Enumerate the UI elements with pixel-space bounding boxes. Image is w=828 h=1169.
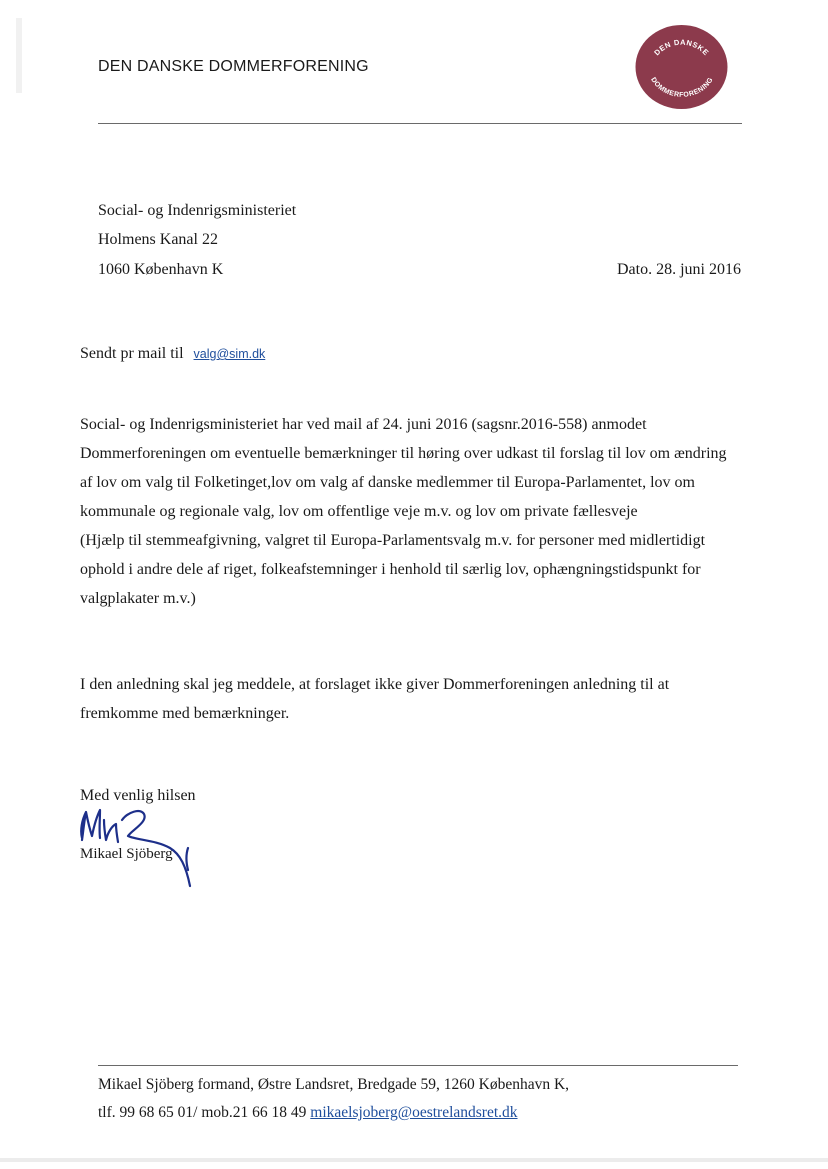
recipient-city: 1060 København K — [98, 261, 224, 278]
svg-text:DEN DANSKE: DEN DANSKE — [652, 37, 711, 58]
footer-divider — [98, 1065, 738, 1066]
paragraph-line: ophold i andre dele af riget, folkeafstemninger i henhold til særlig lov, ophængningstidspunkt for — [80, 561, 701, 578]
closing-phrase: Med venlig hilsen — [80, 787, 196, 804]
paragraph-line: (Hjælp til stemmeafgivning, valgret til Europa-Parlamentsvalg m.v. for personer med midlertidigt — [80, 532, 706, 549]
letter-date: Dato. 28. juni 2016 — [617, 261, 741, 278]
paragraph-line: I den anledning skal jeg meddele, at forslaget ikke giver Dommerforeningen anledning til at — [80, 676, 670, 693]
scan-edge — [0, 1158, 828, 1162]
footer-address: Mikael Sjöberg formand, Østre Landsret, Bredgade 59, 1260 København K, — [98, 1076, 570, 1093]
paragraph-line: Dommerforeningen om eventuelle bemærkninger til høring over udkast til forslag til lov om ændring — [80, 445, 727, 462]
paragraph-line: Social- og Indenrigsministeriet har ved mail af 24. juni 2016 (sagsnr.2016-558) anmodet — [80, 416, 647, 433]
recipient-name: Social- og Indenrigsministeriet — [98, 202, 297, 219]
paragraph-line: af lov om valg til Folketinget,lov om valg af danske medlemmer til Europa-Parlamentet, lov om — [80, 474, 695, 491]
header-divider — [98, 123, 742, 124]
signer-name: Mikael Sjöberg — [80, 846, 173, 862]
footer-phone: tlf. 99 68 65 01/ mob.21 66 18 49 — [98, 1104, 307, 1121]
body-paragraph-2 — [80, 670, 770, 728]
paragraph-line: kommunale og regionale valg, lov om offentlige veje m.v. og lov om private fællesveje — [80, 503, 638, 520]
paragraph-line: fremkomme med bemærkninger. — [80, 705, 290, 722]
body-paragraph-1 — [80, 410, 770, 613]
footer-email-link[interactable]: mikaelsjoberg@oestrelandsret.dk — [310, 1104, 518, 1121]
association-logo — [635, 24, 728, 110]
recipient-street: Holmens Kanal 22 — [98, 231, 218, 248]
svg-text:DOMMERFORENING: DOMMERFORENING — [649, 76, 715, 99]
sent-by-mail-line — [80, 345, 265, 363]
handwritten-signature — [70, 790, 210, 890]
footer-contact — [98, 1104, 518, 1122]
scan-artifact — [16, 18, 22, 93]
sent-label: Sendt pr mail til — [80, 345, 184, 362]
paragraph-line: valgplakater m.v.) — [80, 590, 196, 607]
recipient-email-link[interactable]: valg@sim.dk — [193, 347, 266, 361]
organization-name: DEN DANSKE DOMMERFORENING — [98, 58, 369, 75]
